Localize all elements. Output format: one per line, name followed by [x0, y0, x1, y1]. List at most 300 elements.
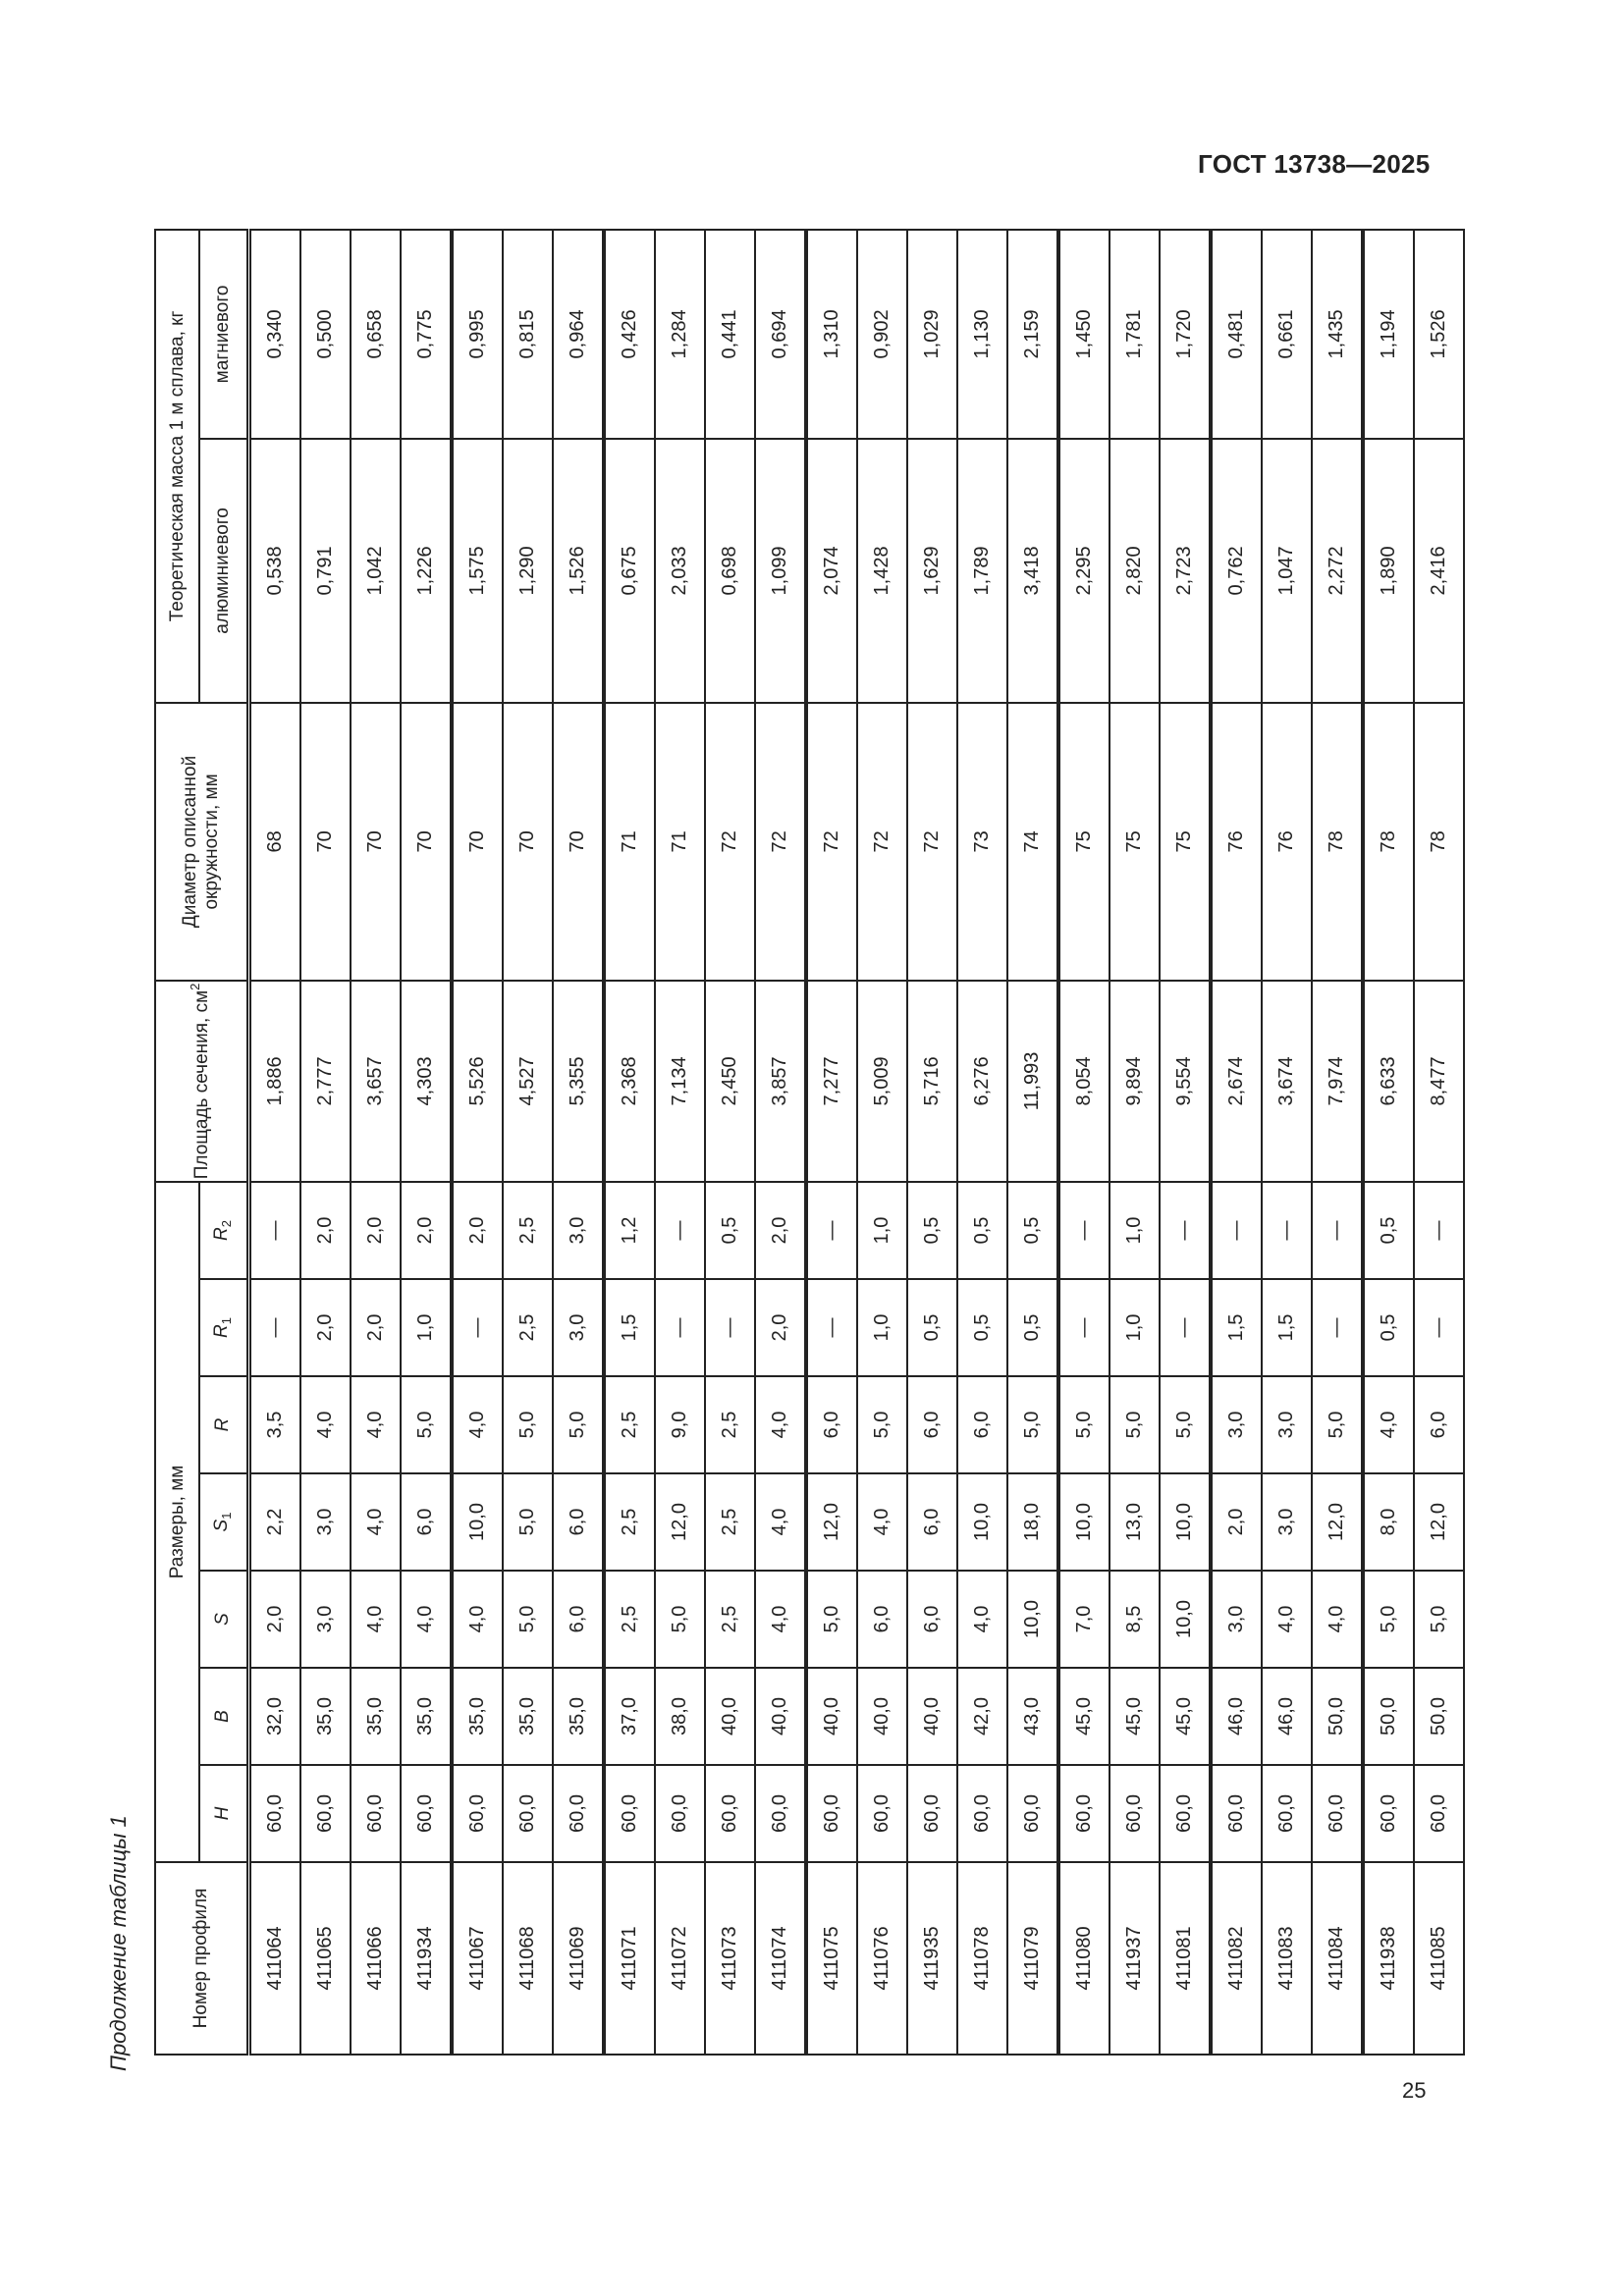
cell-h: 60,0	[452, 1765, 503, 1862]
cell-s1: 3,0	[1262, 1473, 1312, 1571]
cell-b: 45,0	[1160, 1668, 1211, 1765]
table-container	[154, 231, 1449, 2056]
profiles-table	[154, 229, 1465, 2056]
cell-mass-aluminium: 2,295	[1058, 439, 1110, 703]
cell-r2: —	[1312, 1182, 1363, 1279]
table-row	[1262, 230, 1312, 2055]
cell-profile: 411934	[401, 1862, 452, 2055]
cell-h: 60,0	[1058, 1765, 1110, 1862]
cell-r2: 0,5	[705, 1182, 755, 1279]
table-caption: Продолжение таблицы 1	[106, 1815, 131, 2071]
cell-mass-aluminium: 1,047	[1262, 439, 1312, 703]
cell-mass-aluminium: 1,629	[907, 439, 957, 703]
cell-r1: —	[452, 1279, 503, 1376]
cell-area: 11,993	[1007, 981, 1058, 1182]
cell-s: 6,0	[907, 1571, 957, 1668]
cell-mass-aluminium: 2,033	[655, 439, 705, 703]
cell-area: 1,886	[248, 981, 300, 1182]
cell-mass-aluminium: 2,272	[1312, 439, 1363, 703]
cell-r1: 2,0	[351, 1279, 401, 1376]
cell-h: 60,0	[1211, 1765, 1262, 1862]
cell-r1: 1,5	[1211, 1279, 1262, 1376]
cell-diameter: 71	[655, 703, 705, 981]
cell-diameter: 70	[553, 703, 604, 981]
cell-r2: 3,0	[553, 1182, 604, 1279]
cell-s: 4,0	[351, 1571, 401, 1668]
cell-mass-magnesium: 0,340	[248, 230, 300, 439]
cell-r1: —	[705, 1279, 755, 1376]
cell-s: 4,0	[452, 1571, 503, 1668]
cell-h: 60,0	[1363, 1765, 1414, 1862]
cell-mass-magnesium: 0,441	[705, 230, 755, 439]
header-area	[155, 981, 248, 1182]
cell-r: 2,5	[604, 1376, 655, 1473]
cell-h: 60,0	[1160, 1765, 1211, 1862]
cell-s1: 12,0	[1414, 1473, 1464, 1571]
cell-profile: 411083	[1262, 1862, 1312, 2055]
cell-mass-aluminium: 1,226	[401, 439, 452, 703]
table-row	[604, 230, 655, 2055]
cell-s: 5,0	[1363, 1571, 1414, 1668]
header-r1-sub: 1	[219, 1317, 235, 1325]
table-row	[806, 230, 857, 2055]
cell-r: 4,0	[755, 1376, 806, 1473]
cell-diameter: 75	[1058, 703, 1110, 981]
cell-diameter: 78	[1312, 703, 1363, 981]
header-mass-aluminium: алюминиевого	[199, 439, 248, 703]
table-row	[401, 230, 452, 2055]
cell-diameter: 72	[857, 703, 907, 981]
cell-h: 60,0	[655, 1765, 705, 1862]
cell-r1: —	[655, 1279, 705, 1376]
cell-profile: 411079	[1007, 1862, 1058, 2055]
cell-area: 3,674	[1262, 981, 1312, 1182]
cell-r2: —	[1262, 1182, 1312, 1279]
cell-r2: 0,5	[957, 1182, 1007, 1279]
cell-profile: 411066	[351, 1862, 401, 2055]
cell-b: 35,0	[351, 1668, 401, 1765]
cell-b: 45,0	[1110, 1668, 1160, 1765]
cell-r: 5,0	[857, 1376, 907, 1473]
cell-diameter: 78	[1363, 703, 1414, 981]
cell-profile: 411085	[1414, 1862, 1464, 2055]
cell-mass-magnesium: 1,450	[1058, 230, 1110, 439]
cell-r1: —	[1312, 1279, 1363, 1376]
cell-diameter: 72	[755, 703, 806, 981]
cell-b: 45,0	[1058, 1668, 1110, 1765]
cell-s: 7,0	[1058, 1571, 1110, 1668]
cell-r2: 0,5	[1363, 1182, 1414, 1279]
cell-s: 6,0	[553, 1571, 604, 1668]
cell-diameter: 70	[452, 703, 503, 981]
cell-b: 40,0	[755, 1668, 806, 1765]
header-r1-base: R	[211, 1324, 233, 1338]
cell-r2: —	[1414, 1182, 1464, 1279]
header-mass-magnesium: магниевого	[199, 230, 248, 439]
table-row	[1312, 230, 1363, 2055]
cell-mass-aluminium: 1,890	[1363, 439, 1414, 703]
table-row	[503, 230, 553, 2055]
cell-r: 5,0	[553, 1376, 604, 1473]
cell-h: 60,0	[401, 1765, 452, 1862]
cell-diameter: 70	[503, 703, 553, 981]
cell-h: 60,0	[604, 1765, 655, 1862]
cell-mass-magnesium: 0,815	[503, 230, 553, 439]
cell-s: 3,0	[300, 1571, 351, 1668]
cell-diameter: 78	[1414, 703, 1464, 981]
cell-s: 5,0	[655, 1571, 705, 1668]
cell-profile: 411065	[300, 1862, 351, 2055]
table-row	[705, 230, 755, 2055]
cell-mass-aluminium: 2,820	[1110, 439, 1160, 703]
cell-profile: 411081	[1160, 1862, 1211, 2055]
table-row	[452, 230, 503, 2055]
table-row	[907, 230, 957, 2055]
cell-mass-magnesium: 0,964	[553, 230, 604, 439]
cell-r1: 1,5	[604, 1279, 655, 1376]
cell-s1: 6,0	[401, 1473, 452, 1571]
header-s1-sub: 1	[219, 1512, 235, 1520]
cell-s1: 4,0	[351, 1473, 401, 1571]
cell-h: 60,0	[1110, 1765, 1160, 1862]
cell-b: 40,0	[857, 1668, 907, 1765]
cell-b: 46,0	[1262, 1668, 1312, 1765]
cell-area: 2,368	[604, 981, 655, 1182]
cell-area: 2,450	[705, 981, 755, 1182]
cell-profile: 411068	[503, 1862, 553, 2055]
cell-mass-aluminium: 0,762	[1211, 439, 1262, 703]
cell-s1: 6,0	[907, 1473, 957, 1571]
cell-s: 2,5	[705, 1571, 755, 1668]
cell-mass-magnesium: 0,481	[1211, 230, 1262, 439]
cell-mass-magnesium: 1,194	[1363, 230, 1414, 439]
cell-r1: —	[248, 1279, 300, 1376]
cell-area: 7,277	[806, 981, 857, 1182]
table-row	[1211, 230, 1262, 2055]
cell-area: 9,894	[1110, 981, 1160, 1182]
header-s1-base: S	[211, 1519, 233, 1532]
cell-r2: 1,2	[604, 1182, 655, 1279]
cell-h: 60,0	[300, 1765, 351, 1862]
cell-h: 60,0	[248, 1765, 300, 1862]
cell-r: 4,0	[300, 1376, 351, 1473]
cell-b: 43,0	[1007, 1668, 1058, 1765]
cell-mass-magnesium: 1,310	[806, 230, 857, 439]
cell-s: 5,0	[1414, 1571, 1464, 1668]
cell-b: 46,0	[1211, 1668, 1262, 1765]
cell-h: 60,0	[857, 1765, 907, 1862]
cell-b: 35,0	[503, 1668, 553, 1765]
cell-diameter: 74	[1007, 703, 1058, 981]
cell-r: 5,0	[401, 1376, 452, 1473]
cell-diameter: 75	[1160, 703, 1211, 981]
header-h: H	[199, 1765, 248, 1862]
cell-mass-aluminium: 0,791	[300, 439, 351, 703]
cell-mass-magnesium: 0,426	[604, 230, 655, 439]
cell-s1: 5,0	[503, 1473, 553, 1571]
cell-r2: —	[248, 1182, 300, 1279]
cell-mass-magnesium: 1,029	[907, 230, 957, 439]
cell-r1: 0,5	[907, 1279, 957, 1376]
cell-h: 60,0	[553, 1765, 604, 1862]
cell-r2: 2,0	[755, 1182, 806, 1279]
cell-mass-aluminium: 0,675	[604, 439, 655, 703]
cell-s1: 3,0	[300, 1473, 351, 1571]
table-row	[1058, 230, 1110, 2055]
cell-s: 4,0	[1312, 1571, 1363, 1668]
cell-r1: 3,0	[553, 1279, 604, 1376]
cell-s: 2,0	[248, 1571, 300, 1668]
cell-h: 60,0	[1262, 1765, 1312, 1862]
header-b: B	[199, 1668, 248, 1765]
cell-r: 2,5	[705, 1376, 755, 1473]
header-dimensions: Размеры, мм	[155, 1182, 199, 1862]
header-area-label: Площадь сечения, см	[191, 989, 213, 1180]
cell-profile: 411071	[604, 1862, 655, 2055]
cell-diameter: 71	[604, 703, 655, 981]
cell-r2: —	[655, 1182, 705, 1279]
cell-s1: 10,0	[1058, 1473, 1110, 1571]
cell-mass-magnesium: 1,130	[957, 230, 1007, 439]
cell-diameter: 76	[1262, 703, 1312, 981]
cell-s1: 12,0	[806, 1473, 857, 1571]
cell-s: 4,0	[1262, 1571, 1312, 1668]
cell-mass-magnesium: 0,658	[351, 230, 401, 439]
cell-r1: 2,5	[503, 1279, 553, 1376]
cell-mass-magnesium: 1,781	[1110, 230, 1160, 439]
cell-mass-aluminium: 1,042	[351, 439, 401, 703]
cell-r: 5,0	[503, 1376, 553, 1473]
cell-mass-magnesium: 0,500	[300, 230, 351, 439]
cell-s1: 4,0	[857, 1473, 907, 1571]
cell-area: 6,276	[957, 981, 1007, 1182]
cell-r: 5,0	[1312, 1376, 1363, 1473]
cell-profile: 411076	[857, 1862, 907, 2055]
cell-mass-aluminium: 0,698	[705, 439, 755, 703]
cell-s1: 10,0	[1160, 1473, 1211, 1571]
cell-r: 4,0	[1363, 1376, 1414, 1473]
cell-mass-aluminium: 0,538	[248, 439, 300, 703]
cell-r: 6,0	[806, 1376, 857, 1473]
cell-h: 60,0	[351, 1765, 401, 1862]
cell-b: 40,0	[705, 1668, 755, 1765]
table-row	[300, 230, 351, 2055]
cell-s: 6,0	[857, 1571, 907, 1668]
cell-area: 7,134	[655, 981, 705, 1182]
cell-r2: 2,0	[300, 1182, 351, 1279]
cell-r2: —	[806, 1182, 857, 1279]
cell-diameter: 72	[806, 703, 857, 981]
cell-r: 5,0	[1110, 1376, 1160, 1473]
cell-s1: 2,2	[248, 1473, 300, 1571]
cell-diameter: 70	[300, 703, 351, 981]
cell-b: 40,0	[907, 1668, 957, 1765]
cell-s: 4,0	[755, 1571, 806, 1668]
cell-diameter: 70	[401, 703, 452, 981]
cell-profile: 411073	[705, 1862, 755, 2055]
cell-mass-aluminium: 1,526	[553, 439, 604, 703]
cell-profile: 411069	[553, 1862, 604, 2055]
table-row	[553, 230, 604, 2055]
cell-s1: 12,0	[655, 1473, 705, 1571]
cell-b: 37,0	[604, 1668, 655, 1765]
cell-mass-aluminium: 3,418	[1007, 439, 1058, 703]
table-row	[1007, 230, 1058, 2055]
document-code: ГОСТ 13738—2025	[1198, 149, 1431, 179]
cell-b: 50,0	[1414, 1668, 1464, 1765]
cell-r: 4,0	[452, 1376, 503, 1473]
cell-r1: 0,5	[1363, 1279, 1414, 1376]
cell-diameter: 70	[351, 703, 401, 981]
cell-r2: 2,0	[452, 1182, 503, 1279]
cell-mass-aluminium: 1,789	[957, 439, 1007, 703]
cell-profile: 411075	[806, 1862, 857, 2055]
cell-area: 5,355	[553, 981, 604, 1182]
cell-s1: 2,5	[604, 1473, 655, 1571]
header-profile-number: Номер профиля	[155, 1862, 248, 2055]
cell-h: 60,0	[907, 1765, 957, 1862]
cell-s1: 8,0	[1363, 1473, 1414, 1571]
cell-area: 5,526	[452, 981, 503, 1182]
cell-area: 4,527	[503, 981, 553, 1182]
cell-mass-magnesium: 1,435	[1312, 230, 1363, 439]
cell-h: 60,0	[1007, 1765, 1058, 1862]
cell-r: 3,5	[248, 1376, 300, 1473]
cell-mass-magnesium: 0,775	[401, 230, 452, 439]
cell-mass-magnesium: 1,526	[1414, 230, 1464, 439]
page-number: 25	[1402, 2078, 1427, 2103]
cell-s: 10,0	[1007, 1571, 1058, 1668]
cell-mass-magnesium: 0,661	[1262, 230, 1312, 439]
cell-r2: —	[1058, 1182, 1110, 1279]
cell-area: 3,857	[755, 981, 806, 1182]
header-diameter: Диаметр описанной окружности, мм	[155, 703, 248, 981]
cell-s1: 2,0	[1211, 1473, 1262, 1571]
cell-mass-magnesium: 0,995	[452, 230, 503, 439]
cell-area: 2,777	[300, 981, 351, 1182]
cell-b: 32,0	[248, 1668, 300, 1765]
table-row	[655, 230, 705, 2055]
cell-profile: 411084	[1312, 1862, 1363, 2055]
cell-mass-aluminium: 1,290	[503, 439, 553, 703]
cell-h: 60,0	[957, 1765, 1007, 1862]
cell-s1: 6,0	[553, 1473, 604, 1571]
cell-area: 4,303	[401, 981, 452, 1182]
cell-profile: 411938	[1363, 1862, 1414, 2055]
cell-b: 35,0	[401, 1668, 452, 1765]
cell-r1: 2,0	[755, 1279, 806, 1376]
cell-s: 4,0	[957, 1571, 1007, 1668]
cell-r1: —	[1160, 1279, 1211, 1376]
cell-r: 5,0	[1007, 1376, 1058, 1473]
cell-r: 6,0	[957, 1376, 1007, 1473]
cell-s1: 4,0	[755, 1473, 806, 1571]
cell-s1: 2,5	[705, 1473, 755, 1571]
cell-profile: 411080	[1058, 1862, 1110, 2055]
cell-r1: 0,5	[957, 1279, 1007, 1376]
header-r2-sub: 2	[219, 1219, 235, 1228]
table-row	[1160, 230, 1211, 2055]
cell-r2: 0,5	[1007, 1182, 1058, 1279]
cell-s: 10,0	[1160, 1571, 1211, 1668]
cell-r: 4,0	[351, 1376, 401, 1473]
cell-r2: —	[1160, 1182, 1211, 1279]
cell-area: 7,974	[1312, 981, 1363, 1182]
cell-b: 35,0	[300, 1668, 351, 1765]
cell-b: 42,0	[957, 1668, 1007, 1765]
cell-profile: 411082	[1211, 1862, 1262, 2055]
cell-mass-magnesium: 1,720	[1160, 230, 1211, 439]
cell-h: 60,0	[705, 1765, 755, 1862]
cell-profile: 411078	[957, 1862, 1007, 2055]
cell-b: 50,0	[1363, 1668, 1414, 1765]
header-r1	[199, 1279, 248, 1376]
table-row	[957, 230, 1007, 2055]
header-area-sup: 2	[188, 983, 203, 990]
cell-h: 60,0	[1414, 1765, 1464, 1862]
header-s: S	[199, 1571, 248, 1668]
cell-area: 9,554	[1160, 981, 1211, 1182]
cell-b: 38,0	[655, 1668, 705, 1765]
cell-s: 3,0	[1211, 1571, 1262, 1668]
cell-r1: 1,0	[857, 1279, 907, 1376]
cell-area: 3,657	[351, 981, 401, 1182]
cell-h: 60,0	[755, 1765, 806, 1862]
cell-mass-aluminium: 2,416	[1414, 439, 1464, 703]
cell-r: 3,0	[1262, 1376, 1312, 1473]
cell-s: 8,5	[1110, 1571, 1160, 1668]
header-mass: Теоретическая масса 1 м сплава, кг	[155, 230, 199, 703]
cell-b: 35,0	[553, 1668, 604, 1765]
cell-mass-magnesium: 0,902	[857, 230, 907, 439]
cell-diameter: 75	[1110, 703, 1160, 981]
table-row	[857, 230, 907, 2055]
cell-profile: 411074	[755, 1862, 806, 2055]
cell-area: 6,633	[1363, 981, 1414, 1182]
cell-r: 9,0	[655, 1376, 705, 1473]
cell-s: 2,5	[604, 1571, 655, 1668]
cell-r: 6,0	[907, 1376, 957, 1473]
cell-r2: 2,0	[351, 1182, 401, 1279]
cell-area: 5,009	[857, 981, 907, 1182]
cell-area: 5,716	[907, 981, 957, 1182]
cell-diameter: 76	[1211, 703, 1262, 981]
cell-h: 60,0	[503, 1765, 553, 1862]
cell-r2: 2,5	[503, 1182, 553, 1279]
header-r2	[199, 1182, 248, 1279]
cell-s: 5,0	[806, 1571, 857, 1668]
table-row	[248, 230, 300, 2055]
cell-r: 5,0	[1160, 1376, 1211, 1473]
cell-diameter: 68	[248, 703, 300, 981]
header-r: R	[199, 1376, 248, 1473]
cell-profile: 411064	[248, 1862, 300, 2055]
cell-r2: 2,0	[401, 1182, 452, 1279]
cell-h: 60,0	[806, 1765, 857, 1862]
cell-mass-magnesium: 2,159	[1007, 230, 1058, 439]
cell-mass-magnesium: 0,694	[755, 230, 806, 439]
cell-r2: 1,0	[857, 1182, 907, 1279]
cell-mass-aluminium: 2,723	[1160, 439, 1211, 703]
cell-area: 8,477	[1414, 981, 1464, 1182]
cell-r: 5,0	[1058, 1376, 1110, 1473]
cell-r1: 1,5	[1262, 1279, 1312, 1376]
cell-diameter: 72	[907, 703, 957, 981]
cell-profile: 411072	[655, 1862, 705, 2055]
cell-mass-aluminium: 1,099	[755, 439, 806, 703]
table-row	[351, 230, 401, 2055]
cell-r2: 1,0	[1110, 1182, 1160, 1279]
